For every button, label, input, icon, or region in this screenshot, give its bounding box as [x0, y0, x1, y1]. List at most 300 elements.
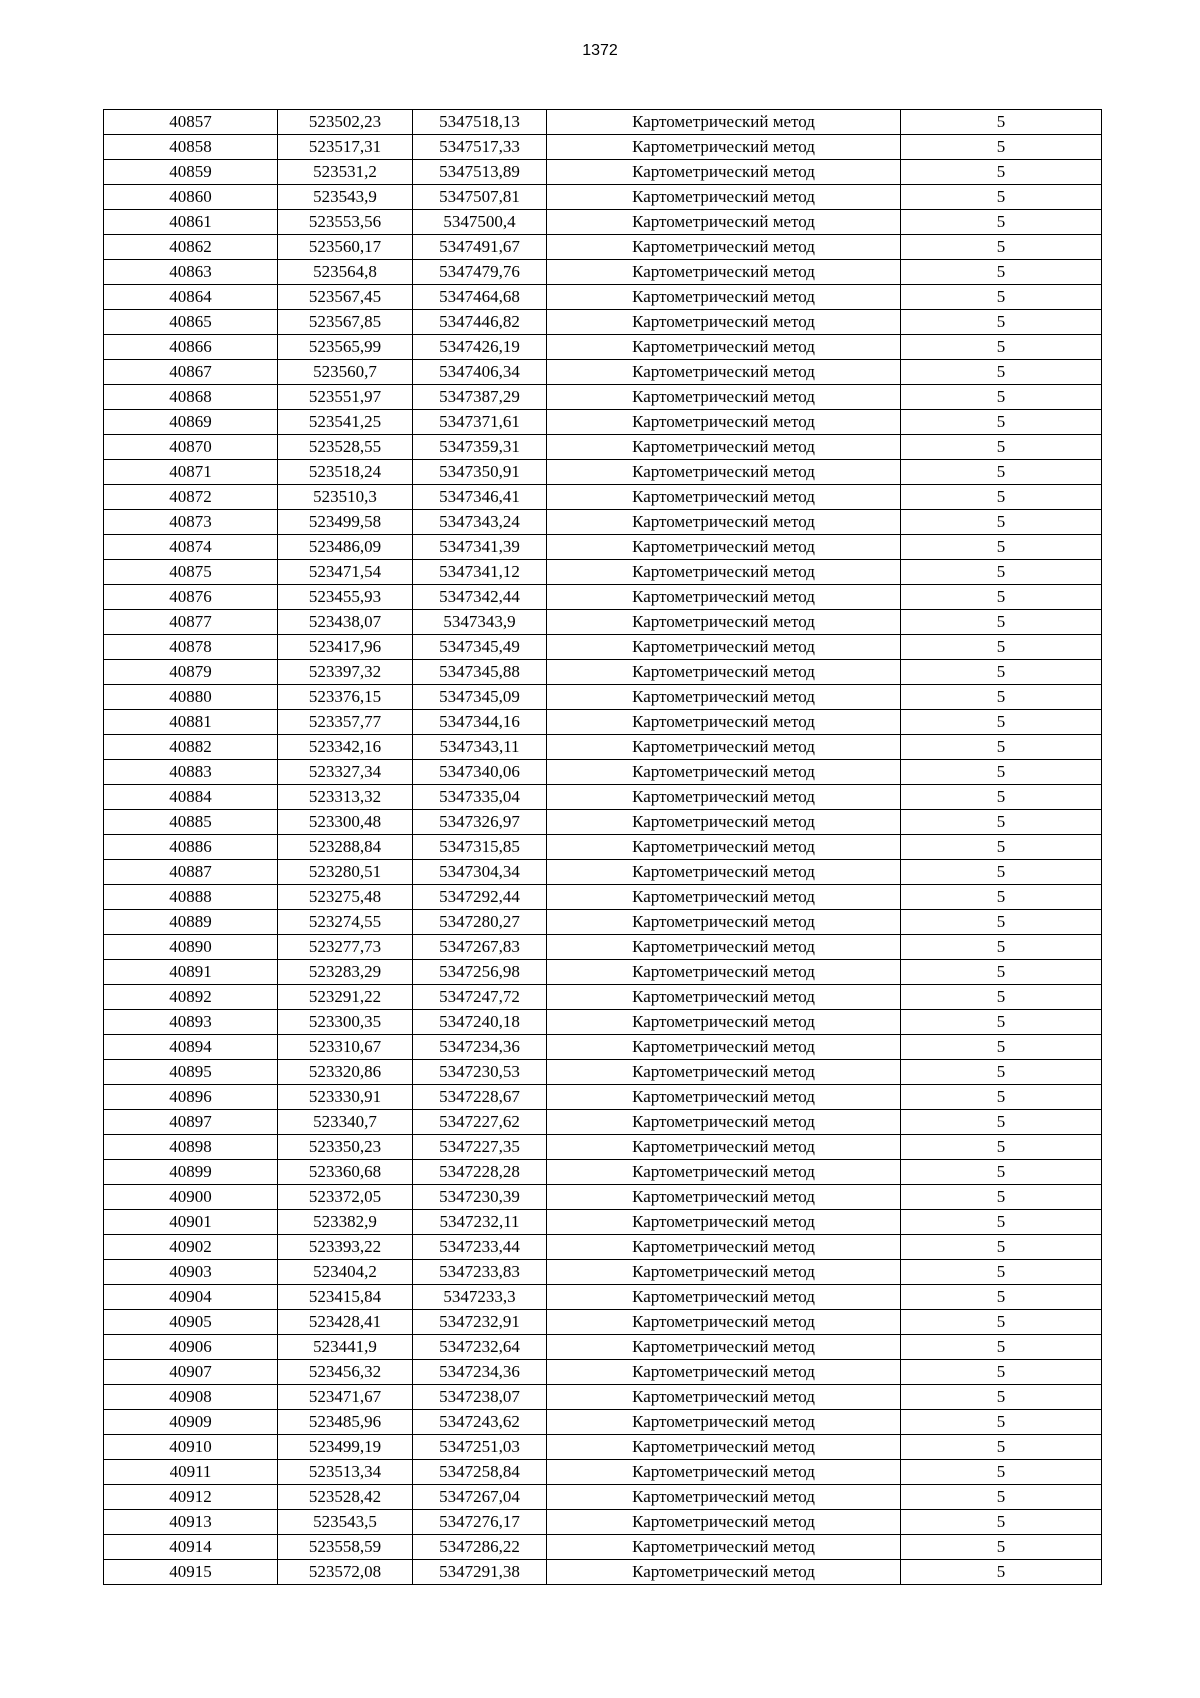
accuracy-cell: 5	[901, 910, 1102, 935]
point-number-cell: 40870	[104, 435, 278, 460]
table-row	[104, 985, 1102, 1010]
point-number-cell: 40868	[104, 385, 278, 410]
method-cell: Картометрический метод	[547, 910, 901, 935]
point-number-cell: 40869	[104, 410, 278, 435]
method-cell: Картометрический метод	[547, 410, 901, 435]
table-row	[104, 510, 1102, 535]
x-coordinate-cell: 523300,48	[278, 810, 413, 835]
table-row	[104, 410, 1102, 435]
y-coordinate-cell: 5347346,41	[413, 485, 547, 510]
accuracy-cell: 5	[901, 610, 1102, 635]
point-number-cell: 40891	[104, 960, 278, 985]
accuracy-cell: 5	[901, 1510, 1102, 1535]
method-cell: Картометрический метод	[547, 1085, 901, 1110]
point-number-cell: 40885	[104, 810, 278, 835]
method-cell: Картометрический метод	[547, 310, 901, 335]
method-cell: Картометрический метод	[547, 235, 901, 260]
y-coordinate-cell: 5347234,36	[413, 1035, 547, 1060]
table-row	[104, 1135, 1102, 1160]
method-cell: Картометрический метод	[547, 1460, 901, 1485]
x-coordinate-cell: 523350,23	[278, 1135, 413, 1160]
page-number: 1372	[582, 42, 618, 59]
y-coordinate-cell: 5347426,19	[413, 335, 547, 360]
x-coordinate-cell: 523280,51	[278, 860, 413, 885]
table-row	[104, 1060, 1102, 1085]
point-number-cell: 40879	[104, 660, 278, 685]
accuracy-cell: 5	[901, 985, 1102, 1010]
table-row	[104, 535, 1102, 560]
point-number-cell: 40895	[104, 1060, 278, 1085]
x-coordinate-cell: 523310,67	[278, 1035, 413, 1060]
x-coordinate-cell: 523417,96	[278, 635, 413, 660]
x-coordinate-cell: 523531,2	[278, 160, 413, 185]
accuracy-cell: 5	[901, 235, 1102, 260]
y-coordinate-cell: 5347227,35	[413, 1135, 547, 1160]
x-coordinate-cell: 523486,09	[278, 535, 413, 560]
accuracy-cell: 5	[901, 760, 1102, 785]
point-number-cell: 40859	[104, 160, 278, 185]
y-coordinate-cell: 5347507,81	[413, 185, 547, 210]
method-cell: Картометрический метод	[547, 810, 901, 835]
table-row	[104, 335, 1102, 360]
table-row	[104, 310, 1102, 335]
point-number-cell: 40865	[104, 310, 278, 335]
table-row	[104, 260, 1102, 285]
table-row	[104, 110, 1102, 135]
y-coordinate-cell: 5347233,83	[413, 1260, 547, 1285]
point-number-cell: 40904	[104, 1285, 278, 1310]
x-coordinate-cell: 523565,99	[278, 335, 413, 360]
table-row	[104, 235, 1102, 260]
method-cell: Картометрический метод	[547, 260, 901, 285]
x-coordinate-cell: 523327,34	[278, 760, 413, 785]
table-row	[104, 910, 1102, 935]
point-number-cell: 40872	[104, 485, 278, 510]
x-coordinate-cell: 523393,22	[278, 1235, 413, 1260]
method-cell: Картометрический метод	[547, 1035, 901, 1060]
accuracy-cell: 5	[901, 860, 1102, 885]
y-coordinate-cell: 5347234,36	[413, 1360, 547, 1385]
table-row	[104, 1160, 1102, 1185]
accuracy-cell: 5	[901, 585, 1102, 610]
point-number-cell: 40903	[104, 1260, 278, 1285]
x-coordinate-cell: 523471,67	[278, 1385, 413, 1410]
point-number-cell: 40909	[104, 1410, 278, 1435]
x-coordinate-cell: 523274,55	[278, 910, 413, 935]
method-cell: Картометрический метод	[547, 435, 901, 460]
point-number-cell: 40880	[104, 685, 278, 710]
method-cell: Картометрический метод	[547, 1385, 901, 1410]
x-coordinate-cell: 523313,32	[278, 785, 413, 810]
method-cell: Картометрический метод	[547, 335, 901, 360]
y-coordinate-cell: 5347256,98	[413, 960, 547, 985]
method-cell: Картометрический метод	[547, 735, 901, 760]
method-cell: Картометрический метод	[547, 1485, 901, 1510]
y-coordinate-cell: 5347371,61	[413, 410, 547, 435]
y-coordinate-cell: 5347335,04	[413, 785, 547, 810]
x-coordinate-cell: 523502,23	[278, 110, 413, 135]
method-cell: Картометрический метод	[547, 1210, 901, 1235]
accuracy-cell: 5	[901, 210, 1102, 235]
table-row	[104, 210, 1102, 235]
coordinates-table-body	[104, 110, 1102, 1585]
point-number-cell: 40882	[104, 735, 278, 760]
y-coordinate-cell: 5347292,44	[413, 885, 547, 910]
accuracy-cell: 5	[901, 1210, 1102, 1235]
point-number-cell: 40883	[104, 760, 278, 785]
y-coordinate-cell: 5347343,9	[413, 610, 547, 635]
x-coordinate-cell: 523553,56	[278, 210, 413, 235]
point-number-cell: 40899	[104, 1160, 278, 1185]
point-number-cell: 40892	[104, 985, 278, 1010]
method-cell: Картометрический метод	[547, 835, 901, 860]
table-row	[104, 935, 1102, 960]
x-coordinate-cell: 523277,73	[278, 935, 413, 960]
point-number-cell: 40914	[104, 1535, 278, 1560]
method-cell: Картометрический метод	[547, 1435, 901, 1460]
accuracy-cell: 5	[901, 635, 1102, 660]
table-row	[104, 460, 1102, 485]
table-row	[104, 1335, 1102, 1360]
method-cell: Картометрический метод	[547, 1410, 901, 1435]
y-coordinate-cell: 5347345,09	[413, 685, 547, 710]
point-number-cell: 40874	[104, 535, 278, 560]
accuracy-cell: 5	[901, 385, 1102, 410]
accuracy-cell: 5	[901, 535, 1102, 560]
point-number-cell: 40871	[104, 460, 278, 485]
accuracy-cell: 5	[901, 160, 1102, 185]
accuracy-cell: 5	[901, 1485, 1102, 1510]
coordinates-table	[103, 109, 1102, 1585]
y-coordinate-cell: 5347276,17	[413, 1510, 547, 1535]
x-coordinate-cell: 523376,15	[278, 685, 413, 710]
y-coordinate-cell: 5347406,34	[413, 360, 547, 385]
accuracy-cell: 5	[901, 960, 1102, 985]
table-row	[104, 1010, 1102, 1035]
x-coordinate-cell: 523541,25	[278, 410, 413, 435]
table-row	[104, 160, 1102, 185]
y-coordinate-cell: 5347232,64	[413, 1335, 547, 1360]
x-coordinate-cell: 523485,96	[278, 1410, 413, 1435]
method-cell: Картометрический метод	[547, 1360, 901, 1385]
method-cell: Картометрический метод	[547, 385, 901, 410]
y-coordinate-cell: 5347267,83	[413, 935, 547, 960]
point-number-cell: 40908	[104, 1385, 278, 1410]
accuracy-cell: 5	[901, 135, 1102, 160]
table-row	[104, 1110, 1102, 1135]
table-row	[104, 1385, 1102, 1410]
accuracy-cell: 5	[901, 660, 1102, 685]
method-cell: Картометрический метод	[547, 610, 901, 635]
table-row	[104, 360, 1102, 385]
method-cell: Картометрический метод	[547, 560, 901, 585]
x-coordinate-cell: 523404,2	[278, 1260, 413, 1285]
table-row	[104, 1410, 1102, 1435]
point-number-cell: 40863	[104, 260, 278, 285]
table-row	[104, 835, 1102, 860]
method-cell: Картометрический метод	[547, 135, 901, 160]
accuracy-cell: 5	[901, 335, 1102, 360]
accuracy-cell: 5	[901, 1335, 1102, 1360]
x-coordinate-cell: 523340,7	[278, 1110, 413, 1135]
point-number-cell: 40886	[104, 835, 278, 860]
accuracy-cell: 5	[901, 810, 1102, 835]
point-number-cell: 40897	[104, 1110, 278, 1135]
method-cell: Картометрический метод	[547, 1010, 901, 1035]
x-coordinate-cell: 523517,31	[278, 135, 413, 160]
method-cell: Картометрический метод	[547, 485, 901, 510]
y-coordinate-cell: 5347464,68	[413, 285, 547, 310]
accuracy-cell: 5	[901, 410, 1102, 435]
point-number-cell: 40862	[104, 235, 278, 260]
method-cell: Картометрический метод	[547, 1235, 901, 1260]
accuracy-cell: 5	[901, 1285, 1102, 1310]
y-coordinate-cell: 5347340,06	[413, 760, 547, 785]
method-cell: Картометрический метод	[547, 960, 901, 985]
point-number-cell: 40893	[104, 1010, 278, 1035]
accuracy-cell: 5	[901, 1260, 1102, 1285]
y-coordinate-cell: 5347251,03	[413, 1435, 547, 1460]
point-number-cell: 40901	[104, 1210, 278, 1235]
accuracy-cell: 5	[901, 1310, 1102, 1335]
x-coordinate-cell: 523528,42	[278, 1485, 413, 1510]
x-coordinate-cell: 523528,55	[278, 435, 413, 460]
accuracy-cell: 5	[901, 835, 1102, 860]
y-coordinate-cell: 5347343,24	[413, 510, 547, 535]
point-number-cell: 40858	[104, 135, 278, 160]
accuracy-cell: 5	[901, 110, 1102, 135]
point-number-cell: 40864	[104, 285, 278, 310]
y-coordinate-cell: 5347233,44	[413, 1235, 547, 1260]
point-number-cell: 40894	[104, 1035, 278, 1060]
method-cell: Картометрический метод	[547, 935, 901, 960]
x-coordinate-cell: 523558,59	[278, 1535, 413, 1560]
method-cell: Картометрический метод	[547, 985, 901, 1010]
point-number-cell: 40900	[104, 1185, 278, 1210]
y-coordinate-cell: 5347315,85	[413, 835, 547, 860]
method-cell: Картометрический метод	[547, 685, 901, 710]
x-coordinate-cell: 523543,5	[278, 1510, 413, 1535]
y-coordinate-cell: 5347500,4	[413, 210, 547, 235]
x-coordinate-cell: 523513,34	[278, 1460, 413, 1485]
y-coordinate-cell: 5347359,31	[413, 435, 547, 460]
y-coordinate-cell: 5347228,67	[413, 1085, 547, 1110]
accuracy-cell: 5	[901, 1135, 1102, 1160]
accuracy-cell: 5	[901, 460, 1102, 485]
table-row	[104, 1460, 1102, 1485]
table-row	[104, 135, 1102, 160]
method-cell: Картометрический метод	[547, 1335, 901, 1360]
accuracy-cell: 5	[901, 1560, 1102, 1585]
y-coordinate-cell: 5347344,16	[413, 710, 547, 735]
x-coordinate-cell: 523300,35	[278, 1010, 413, 1035]
x-coordinate-cell: 523382,9	[278, 1210, 413, 1235]
table-row	[104, 485, 1102, 510]
method-cell: Картометрический метод	[547, 1135, 901, 1160]
y-coordinate-cell: 5347345,49	[413, 635, 547, 660]
accuracy-cell: 5	[901, 1410, 1102, 1435]
accuracy-cell: 5	[901, 1185, 1102, 1210]
table-row	[104, 1285, 1102, 1310]
table-row	[104, 735, 1102, 760]
accuracy-cell: 5	[901, 1085, 1102, 1110]
method-cell: Картометрический метод	[547, 1510, 901, 1535]
accuracy-cell: 5	[901, 1010, 1102, 1035]
table-row	[104, 785, 1102, 810]
y-coordinate-cell: 5347446,82	[413, 310, 547, 335]
accuracy-cell: 5	[901, 285, 1102, 310]
method-cell: Картометрический метод	[547, 885, 901, 910]
y-coordinate-cell: 5347513,89	[413, 160, 547, 185]
method-cell: Картометрический метод	[547, 860, 901, 885]
accuracy-cell: 5	[901, 1460, 1102, 1485]
x-coordinate-cell: 523428,41	[278, 1310, 413, 1335]
table-row	[104, 1435, 1102, 1460]
x-coordinate-cell: 523330,91	[278, 1085, 413, 1110]
y-coordinate-cell: 5347342,44	[413, 585, 547, 610]
table-row	[104, 1235, 1102, 1260]
method-cell: Картометрический метод	[547, 535, 901, 560]
point-number-cell: 40902	[104, 1235, 278, 1260]
point-number-cell: 40912	[104, 1485, 278, 1510]
point-number-cell: 40877	[104, 610, 278, 635]
method-cell: Картометрический метод	[547, 160, 901, 185]
y-coordinate-cell: 5347291,38	[413, 1560, 547, 1585]
y-coordinate-cell: 5347341,12	[413, 560, 547, 585]
y-coordinate-cell: 5347232,11	[413, 1210, 547, 1235]
method-cell: Картометрический метод	[547, 210, 901, 235]
accuracy-cell: 5	[901, 1235, 1102, 1260]
method-cell: Картометрический метод	[547, 785, 901, 810]
y-coordinate-cell: 5347228,28	[413, 1160, 547, 1185]
table-row	[104, 285, 1102, 310]
x-coordinate-cell: 523438,07	[278, 610, 413, 635]
y-coordinate-cell: 5347232,91	[413, 1310, 547, 1335]
table-row	[104, 960, 1102, 985]
y-coordinate-cell: 5347267,04	[413, 1485, 547, 1510]
point-number-cell: 40906	[104, 1335, 278, 1360]
table-row	[104, 1360, 1102, 1385]
point-number-cell: 40915	[104, 1560, 278, 1585]
accuracy-cell: 5	[901, 1385, 1102, 1410]
method-cell: Картометрический метод	[547, 760, 901, 785]
method-cell: Картометрический метод	[547, 1260, 901, 1285]
accuracy-cell: 5	[901, 560, 1102, 585]
method-cell: Картометрический метод	[547, 1535, 901, 1560]
table-row	[104, 660, 1102, 685]
y-coordinate-cell: 5347243,62	[413, 1410, 547, 1435]
table-row	[104, 585, 1102, 610]
table-row	[104, 885, 1102, 910]
y-coordinate-cell: 5347258,84	[413, 1460, 547, 1485]
accuracy-cell: 5	[901, 1360, 1102, 1385]
table-row	[104, 710, 1102, 735]
y-coordinate-cell: 5347286,22	[413, 1535, 547, 1560]
point-number-cell: 40861	[104, 210, 278, 235]
y-coordinate-cell: 5347233,3	[413, 1285, 547, 1310]
y-coordinate-cell: 5347341,39	[413, 535, 547, 560]
x-coordinate-cell: 523456,32	[278, 1360, 413, 1385]
x-coordinate-cell: 523560,7	[278, 360, 413, 385]
method-cell: Картометрический метод	[547, 1560, 901, 1585]
y-coordinate-cell: 5347518,13	[413, 110, 547, 135]
accuracy-cell: 5	[901, 1110, 1102, 1135]
method-cell: Картометрический метод	[547, 660, 901, 685]
y-coordinate-cell: 5347326,97	[413, 810, 547, 835]
table-row	[104, 760, 1102, 785]
y-coordinate-cell: 5347517,33	[413, 135, 547, 160]
point-number-cell: 40907	[104, 1360, 278, 1385]
method-cell: Картометрический метод	[547, 110, 901, 135]
table-row	[104, 610, 1102, 635]
y-coordinate-cell: 5347230,39	[413, 1185, 547, 1210]
table-row	[104, 435, 1102, 460]
method-cell: Картометрический метод	[547, 185, 901, 210]
x-coordinate-cell: 523551,97	[278, 385, 413, 410]
y-coordinate-cell: 5347345,88	[413, 660, 547, 685]
x-coordinate-cell: 523499,19	[278, 1435, 413, 1460]
x-coordinate-cell: 523372,05	[278, 1185, 413, 1210]
accuracy-cell: 5	[901, 485, 1102, 510]
accuracy-cell: 5	[901, 1535, 1102, 1560]
table-row	[104, 1185, 1102, 1210]
point-number-cell: 40887	[104, 860, 278, 885]
accuracy-cell: 5	[901, 785, 1102, 810]
method-cell: Картометрический метод	[547, 1185, 901, 1210]
accuracy-cell: 5	[901, 710, 1102, 735]
x-coordinate-cell: 523567,45	[278, 285, 413, 310]
x-coordinate-cell: 523415,84	[278, 1285, 413, 1310]
method-cell: Картометрический метод	[547, 285, 901, 310]
table-row	[104, 860, 1102, 885]
x-coordinate-cell: 523499,58	[278, 510, 413, 535]
x-coordinate-cell: 523291,22	[278, 985, 413, 1010]
accuracy-cell: 5	[901, 360, 1102, 385]
x-coordinate-cell: 523518,24	[278, 460, 413, 485]
table-row	[104, 1485, 1102, 1510]
table-row	[104, 1510, 1102, 1535]
accuracy-cell: 5	[901, 185, 1102, 210]
table-row	[104, 185, 1102, 210]
method-cell: Картометрический метод	[547, 710, 901, 735]
x-coordinate-cell: 523510,3	[278, 485, 413, 510]
accuracy-cell: 5	[901, 685, 1102, 710]
x-coordinate-cell: 523564,8	[278, 260, 413, 285]
method-cell: Картометрический метод	[547, 1160, 901, 1185]
x-coordinate-cell: 523560,17	[278, 235, 413, 260]
y-coordinate-cell: 5347479,76	[413, 260, 547, 285]
x-coordinate-cell: 523543,9	[278, 185, 413, 210]
method-cell: Картометрический метод	[547, 1110, 901, 1135]
point-number-cell: 40860	[104, 185, 278, 210]
point-number-cell: 40873	[104, 510, 278, 535]
point-number-cell: 40875	[104, 560, 278, 585]
method-cell: Картометрический метод	[547, 635, 901, 660]
point-number-cell: 40911	[104, 1460, 278, 1485]
y-coordinate-cell: 5347280,27	[413, 910, 547, 935]
method-cell: Картометрический метод	[547, 1285, 901, 1310]
y-coordinate-cell: 5347240,18	[413, 1010, 547, 1035]
accuracy-cell: 5	[901, 510, 1102, 535]
method-cell: Картометрический метод	[547, 1060, 901, 1085]
y-coordinate-cell: 5347350,91	[413, 460, 547, 485]
y-coordinate-cell: 5347304,34	[413, 860, 547, 885]
accuracy-cell: 5	[901, 735, 1102, 760]
accuracy-cell: 5	[901, 435, 1102, 460]
x-coordinate-cell: 523471,54	[278, 560, 413, 585]
x-coordinate-cell: 523320,86	[278, 1060, 413, 1085]
x-coordinate-cell: 523397,32	[278, 660, 413, 685]
